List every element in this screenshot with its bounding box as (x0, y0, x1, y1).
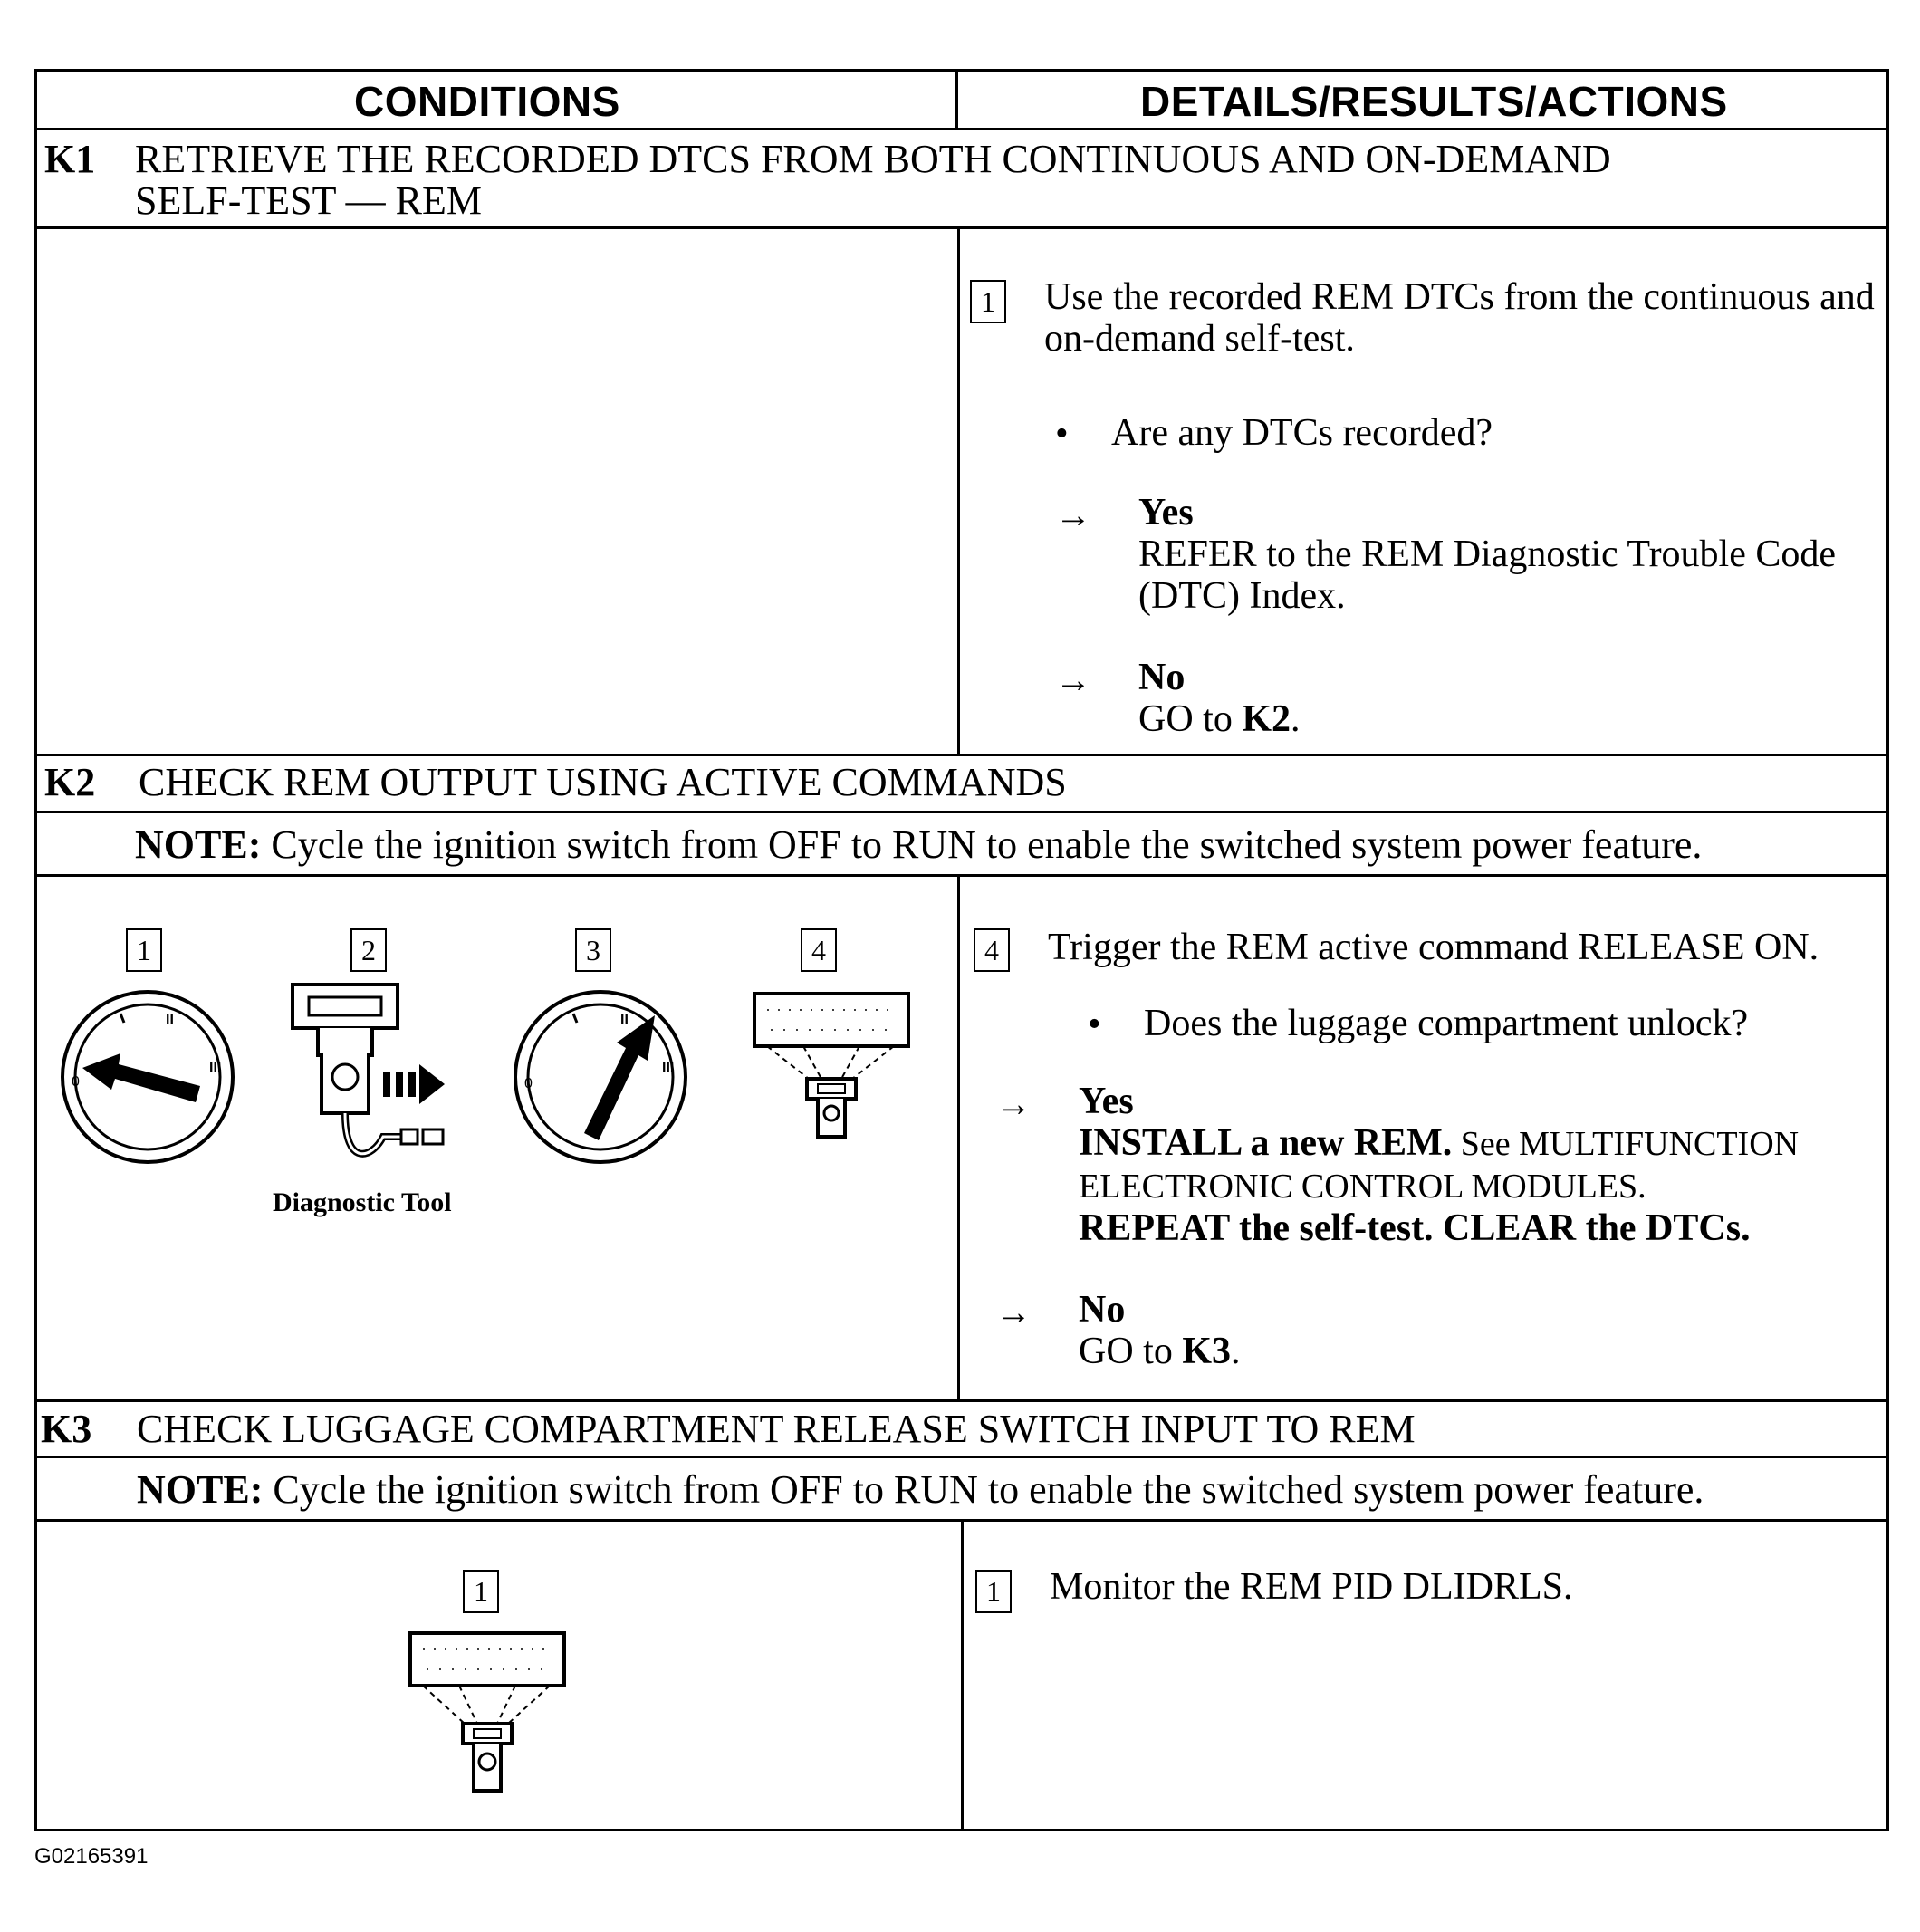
k2-question: Does the luggage compartment unlock? (1144, 1003, 1749, 1044)
details-header: DETAILS/RESULTS/ACTIONS (1140, 78, 1728, 125)
k1-no-ref: K2 (1242, 698, 1291, 740)
no-label: No (1138, 657, 1186, 698)
divider (37, 128, 1886, 130)
figure-caption: Diagnostic Tool (273, 1187, 452, 1217)
yes-label: Yes (1079, 1081, 1134, 1122)
k3-note (137, 1466, 1704, 1513)
svg-text:III: III (662, 1060, 675, 1075)
figure-step-box: 3 (575, 928, 611, 972)
scan-display-icon (410, 1633, 564, 1791)
k2-step-text: Trigger the REM active command RELEASE ON. (1048, 927, 1819, 968)
conditions-header: CONDITIONS (354, 78, 620, 125)
divider (37, 1456, 1886, 1458)
divider (957, 226, 960, 754)
divider (37, 1399, 1886, 1402)
k1-no-text-suffix: . (1291, 698, 1301, 740)
divider (955, 72, 958, 128)
figure-step-box: 1 (463, 1570, 499, 1613)
ignition-switch-run-icon (515, 992, 686, 1162)
figure-step-box: 2 (350, 928, 387, 972)
svg-text:0: 0 (72, 1074, 80, 1090)
diagnostic-table (34, 69, 1889, 1831)
k3-step-text: Monitor the REM PID DLIDRLS. (1050, 1566, 1573, 1608)
svg-text:0: 0 (524, 1076, 533, 1091)
divider (37, 874, 1886, 877)
k1-yes-response (1138, 492, 1881, 617)
k2-note (135, 822, 1702, 868)
diagnostic-tool-icon (293, 985, 445, 1154)
arrow-right-icon: → (995, 1292, 1032, 1332)
k2-procedure-illustration (46, 977, 916, 1249)
k2-step-id: K2 (44, 760, 96, 804)
arrow-right-icon: → (995, 1083, 1032, 1124)
k2-no-text-prefix: GO to (1079, 1331, 1183, 1372)
k2-no-ref: K3 (1182, 1331, 1232, 1372)
divider (37, 754, 1886, 756)
arrow-right-icon: → (1055, 659, 1091, 700)
k2-yes-response (1079, 1081, 1876, 1249)
ignition-switch-off-icon (62, 992, 233, 1162)
k1-no-text-prefix: GO to (1138, 698, 1243, 740)
yes-label: Yes (1138, 492, 1194, 533)
k3-step-id: K3 (41, 1407, 92, 1451)
k3-title: CHECK LUGGAGE COMPARTMENT RELEASE SWITCH INPUT TO REM (137, 1407, 1416, 1451)
k2-no-response (1079, 1289, 1241, 1372)
svg-text:II: II (166, 1013, 174, 1028)
k1-no-response (1138, 657, 1301, 740)
k1-step-id: K1 (44, 137, 96, 181)
k2-yes-bold2: REPEAT the self-test. CLEAR the DTCs. (1079, 1207, 1751, 1249)
k3-procedure-illustration (399, 1629, 581, 1811)
step-number-box: 1 (970, 280, 1006, 323)
figure-step-box: 1 (126, 928, 162, 972)
k2-yes-text1: See MULTIFUNCTION ELECTRONIC CONTROL MODULES. (1079, 1125, 1800, 1206)
scan-display-icon (754, 994, 908, 1137)
k1-yes-text: REFER to the REM Diagnostic Trouble Code (DTC) Index. (1138, 533, 1837, 617)
figure-code: G02165391 (34, 1844, 149, 1869)
svg-text:II: II (620, 1013, 629, 1028)
k3-note-text: Cycle the ignition switch from OFF to RUN to enable the switched system power feature. (263, 1467, 1704, 1512)
bullet-icon: • (1088, 1004, 1101, 1045)
k2-no-text-suffix: . (1231, 1331, 1241, 1372)
step-number-box: 1 (975, 1570, 1012, 1613)
step-number-box: 4 (974, 928, 1010, 972)
svg-text:III: III (209, 1060, 222, 1075)
no-label: No (1079, 1289, 1126, 1331)
divider (957, 874, 960, 1399)
divider (961, 1519, 964, 1831)
k2-yes-bold1: INSTALL a new REM. (1079, 1122, 1453, 1164)
figure-step-box: 4 (801, 928, 837, 972)
bullet-icon: • (1055, 413, 1069, 455)
divider (37, 226, 1886, 229)
divider (37, 811, 1886, 813)
note-label: NOTE: (137, 1467, 264, 1512)
arrow-right-icon: → (1055, 495, 1091, 535)
k1-step-text: Use the recorded REM DTCs from the continuous and on-demand self-test. (1044, 276, 1875, 360)
note-label: NOTE: (135, 822, 262, 867)
k2-title: CHECK REM OUTPUT USING ACTIVE COMMANDS (139, 760, 1067, 804)
k2-note-text: Cycle the ignition switch from OFF to RUN to enable the switched system power feature. (261, 822, 1703, 867)
k1-question: Are any DTCs recorded? (1111, 412, 1493, 454)
k1-title: RETRIEVE THE RECORDED DTCS FROM BOTH CONTINUOUS AND ON-DEMAND SELF-TEST — REM (135, 137, 1611, 223)
